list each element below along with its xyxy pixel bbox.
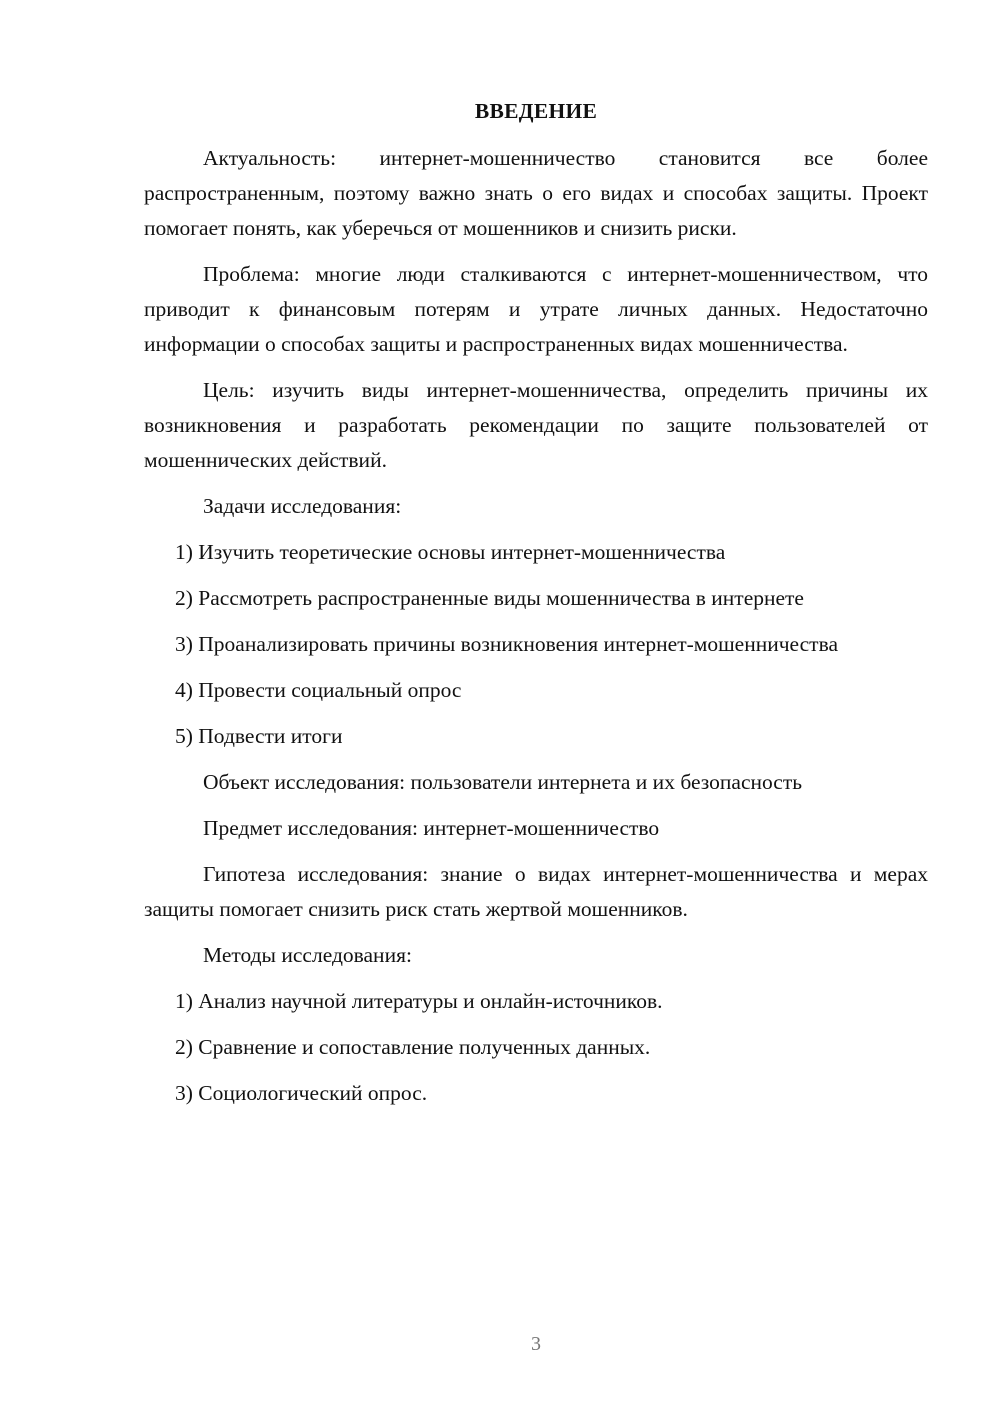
goal-paragraph: Цель: изучить виды интернет-мошенничества, определить причины их возникновения и разработать рекомендации по защите пользователей от мошеннических действий. (144, 378, 928, 472)
page-title: ВВЕДЕНИЕ (474, 99, 598, 123)
subject-paragraph: Предмет исследования: интернет-мошенничество (203, 816, 660, 840)
method-item-2: 2) Сравнение и сопоставление полученных данных. (175, 1035, 651, 1059)
object-paragraph: Объект исследования: пользователи интернета и их безопасность (203, 770, 803, 794)
document-page (144, 94, 928, 1122)
page-number: 3 (531, 1333, 541, 1355)
task-item-5: 5) Подвести итоги (175, 724, 343, 748)
task-item-1: 1) Изучить теоретические основы интернет-мошенничества (175, 540, 726, 564)
task-item-3: 3) Проанализировать причины возникновения интернет-мошенничества (175, 632, 838, 656)
method-item-3: 3) Социологический опрос. (175, 1081, 428, 1105)
task-item-4: 4) Провести социальный опрос (175, 678, 462, 702)
method-item-1: 1) Анализ научной литературы и онлайн-источников. (175, 989, 663, 1013)
methods-heading: Методы исследования: (203, 943, 412, 967)
hypothesis-paragraph: Гипотеза исследования: знание о видах интернет-мошенничества и мерах защиты помогает снизить риск стать жертвой мошенников. (144, 862, 928, 921)
task-item-2: 2) Рассмотреть распространенные виды мошенничества в интернете (175, 586, 804, 610)
tasks-heading: Задачи исследования: (203, 494, 402, 518)
problem-paragraph: Проблема: многие люди сталкиваются с интернет-мошенничеством, что приводит к финансовым потерям и утрате личных данных. Недостаточно информации о способах защиты и распространенных видах мошенничества. (144, 262, 928, 356)
relevance-paragraph: Актуальность: интернет-мошенничество становится все более распространенным, поэтому важно знать о его видах и способах защиты. Проект помогает понять, как уберечься от мошенников и снизить риски. (144, 146, 928, 240)
